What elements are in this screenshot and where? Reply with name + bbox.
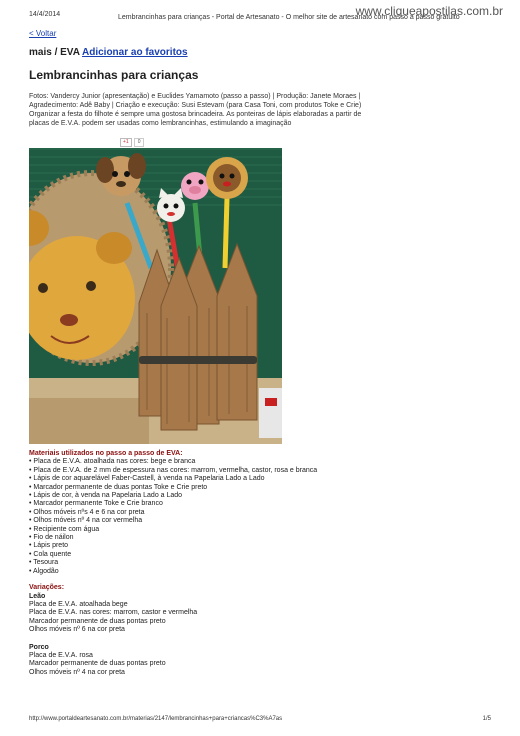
breadcrumb-category: mais / EVA — [29, 47, 80, 58]
list-item: • Algodão — [29, 567, 59, 575]
materials-list — [29, 458, 489, 576]
pig-topper — [181, 172, 209, 200]
article-body — [29, 450, 489, 677]
print-page-title: Lembrancinhas para crianças - Portal de Artesanato - O melhor site de artesanato com passo a passo gratuito — [118, 14, 460, 21]
photo-credits: Fotos: Vandercy Junior (apresentação) e Euclides Yamamoto (passo a passo) | Produção: Janete Moraes | Agradecimento: Adê Baby | Criação e execução: Susi Estevam (para Casa Toni, com produtos Toke e Crie) — [29, 93, 362, 109]
list-item: • Marcador permanente Toke e Crie branco — [29, 500, 163, 508]
page-title: Lembrancinhas para crianças — [29, 68, 199, 82]
page-number: 1/5 — [482, 716, 491, 722]
list-item: Placa de E.V.A. rosa — [29, 651, 93, 659]
site-watermark: www.cliqueapostilas.com.br — [355, 4, 503, 18]
list-item: • Recipiente com água — [29, 525, 100, 533]
list-item: • Placa de E.V.A. de 2 mm de espessura nas cores: marrom, vermelha, castor, rosa e branca — [29, 466, 318, 474]
back-link[interactable]: < Voltar — [29, 29, 57, 38]
variations-title: Variações: — [29, 584, 65, 592]
list-item: • Cola quente — [29, 550, 72, 558]
list-item: • Olhos móveis nº 4 na cor vermelha — [29, 517, 143, 525]
list-item: • Tesoura — [29, 559, 59, 567]
list-item: • Olhos móveis nºs 4 e 6 na cor preta — [29, 508, 145, 516]
lion-topper — [206, 157, 248, 199]
article-photo — [29, 148, 282, 444]
list-item: Olhos móveis nº 4 na cor preta — [29, 668, 125, 676]
share-count: 0 — [134, 138, 145, 147]
list-item: Olhos móveis nº 6 na cor preta — [29, 626, 125, 634]
pencil-toppers-photo — [29, 148, 282, 444]
list-item: Placa de E.V.A. atoalhada bege — [29, 600, 128, 608]
list-item: • Lápis de cor aquarelável Faber-Castell, à venda na Papelaria Lado a Lado — [29, 475, 265, 483]
list-item: • Marcador permanente de duas pontas Toke e Crie preto — [29, 483, 208, 491]
variation-pig-list — [29, 652, 489, 677]
list-item: • Fio de náilon — [29, 534, 74, 542]
list-item: Placa de E.V.A. nas cores: marrom, castor e vermelha — [29, 609, 198, 617]
list-item: Marcador permanente de duas pontas preto — [29, 617, 166, 625]
list-item: Marcador permanente de duas pontas preto — [29, 660, 166, 668]
breadcrumb — [29, 47, 188, 58]
list-item: • Lápis de cor, à venda na Papelaria Lado a Lado — [29, 492, 183, 500]
list-item: • Placa de E.V.A. atoalhada nas cores: bege e branca — [29, 458, 196, 466]
print-date: 14/4/2014 — [29, 11, 61, 18]
add-favorite-link[interactable]: Adicionar ao favoritos — [82, 47, 188, 58]
variation-lion-title: Leão — [29, 592, 46, 600]
share-bar — [120, 138, 144, 146]
gplus-button[interactable]: +1 — [120, 138, 132, 147]
footer-url: http://www.portaldeartesanato.com.br/materias/2147/lembrancinhas+para+criancas%C3%A7as — [29, 716, 283, 722]
intro-text: Organizar a festa do filhote é sempre uma gostosa brincadeira. As ponteiras de lápis elaboradas a partir de placas de E.V.A. podem ser usadas como lembrancinhas, estimulando a imaginação — [29, 111, 362, 127]
materials-title: Materiais utilizados no passo a passo de EVA: — [29, 450, 183, 457]
variation-pig-title: Porco — [29, 643, 49, 651]
variation-lion-list — [29, 601, 489, 635]
list-item: • Lápis preto — [29, 542, 69, 550]
article-intro — [29, 92, 379, 128]
